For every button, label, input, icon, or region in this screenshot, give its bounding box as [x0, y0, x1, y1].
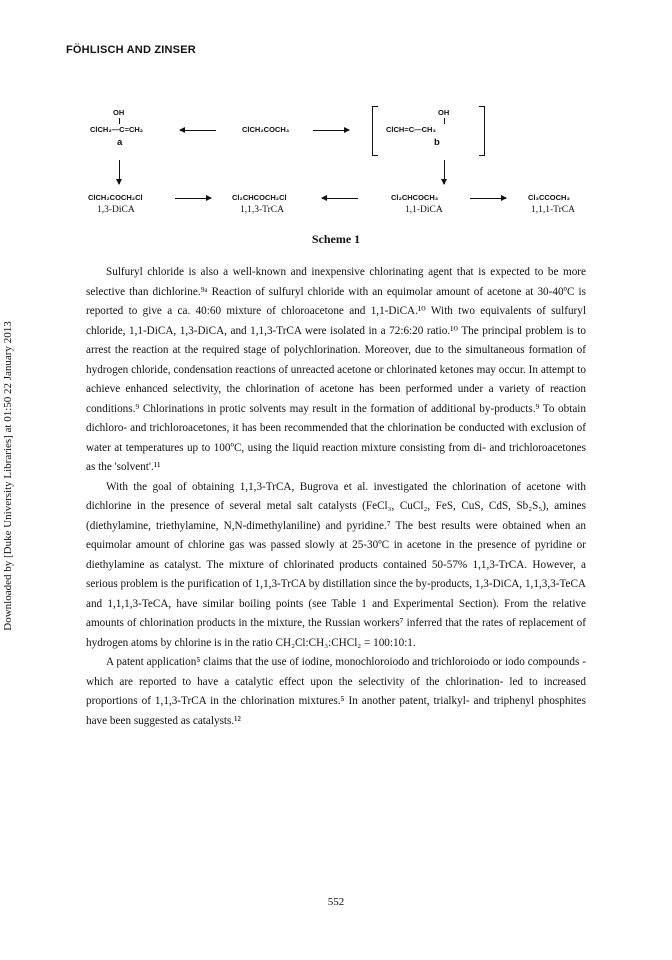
product-1-formula: ClCH₂COCH₂Cl: [88, 193, 143, 202]
reaction-scheme: [0, 0, 672, 260]
paragraph-3: A patent application⁵ claims that the use of iodine, monochloroiodo and trichloroiodo or iodo compounds -which are reported to have a catalytic effect upon the selectivity of the chlorination- led to increased proportions of 1,1,3-TrCA in the chlorination mixtures.⁵ In another patent, trialkyl- and triphenyl phosphites have been suggested as catalysts.¹²: [86, 656, 586, 727]
paragraph-2: With the goal of obtaining 1,1,3-TrCA, Bugrova et al. investigated the chlorination of acetone with dichlorine in the presence of several metal salt catalysts (FeCl₃, CuCl₂, FeS, CuS, CdS, Sb₂S₅), amines (diethylamine, triethylamine, N,N-dimethylaniline) and pyridine.⁷ The best results were obtained when an equimolar amount of chlorine gas was passed slowly at 25-30ºC in acetone in the presence of pyridine or diethylamine as catalyst. The mixture of chlorinated products contained 50-57% 1,1,3-TrCA. However, a serious problem is the purification of 1,1,3-TrCA by distillation since the by-products, 1,3-DiCA, 1,1,3,3-TeCA and 1,1,1,3-TeCA, have similar boiling points (see Table 1 and Experimental Section). From the relative amounts of chlorination products in the mixture, the Russian workers⁷ inferred that the rates of replacement of hydrogen atoms by chlorine is in the ratio CH₂Cl:CH₃:CHCl₂ = 100:10:1.: [86, 480, 586, 649]
arrow-p3-p4: [470, 198, 506, 199]
product-2-formula: Cl₂CHCOCH₂Cl: [232, 193, 287, 202]
product-2-caption: 1,1,3-TrCA: [240, 205, 284, 215]
chloroacetone-formula: ClCH₂COCH₃: [242, 125, 290, 134]
enol-b-bond: [444, 118, 445, 124]
product-1-caption: 1,3-DiCA: [97, 205, 135, 215]
enol-a-formula: ClCH₂—C=CH₂: [90, 125, 144, 134]
enol-b-label: b: [434, 137, 440, 148]
body-text: [86, 263, 586, 731]
arrow-to-enol-b: [313, 130, 349, 131]
enol-a-label: a: [117, 137, 123, 148]
running-header: FÖHLISCH AND ZINSER: [66, 44, 196, 56]
scheme-title: Scheme 1: [311, 232, 361, 246]
paragraph-1: Sulfuryl chloride is also a well-known and inexpensive chlorinating agent that is expected to be more selective than dichlorine.⁹ᵃ Reaction of sulfuryl chloride with an equimolar amount of acetone at 30-40ºC is reported to give a ca. 40:60 mixture of chloroacetone and 1,1-DiCA.¹⁰ With two equivalents of sulfuryl chloride, 1,1-DiCA, 1,3-DiCA, and 1,1,3-TrCA were isolated in a 72:6:20 ratio.¹⁰ The principal problem is to arrest the reaction at the required stage of polychlorination. Moreover, due to the simultaneous formation of hydrogen chloride, condensation reactions of unreacted acetone or chlorinated ketones may occur. In attempt to achieve enhanced selectivity, the chlorination of acetone has been performed under a variety of reaction conditions.⁹ Chlorinations in protic solvents may result in the formation of additional by-products.⁹ To obtain dichloro- and trichloroacetones, it has been recommended that the chlorination be conducted with exclusion of water at temperatures up to 100ºC, using the liquid reaction mixture consisting from di- and trichloroacetones as the 'solvent'.¹¹: [86, 266, 586, 473]
product-4-caption: 1,1,1-TrCA: [531, 205, 575, 215]
page-number: 552: [327, 896, 345, 908]
arrow-p1-p2: [175, 198, 211, 199]
arrow-p3-p2: [322, 198, 358, 199]
enol-b-formula: ClCH=C—CH₃: [386, 125, 436, 134]
product-3-formula: Cl₂CHCOCH₃: [391, 193, 439, 202]
product-3-caption: 1,1-DiCA: [405, 205, 443, 215]
enol-a-oh: OH: [113, 108, 125, 117]
arrow-to-enol-a: [180, 130, 216, 131]
left-bracket: [372, 106, 378, 156]
enol-a-bond: [119, 118, 120, 124]
right-bracket: [479, 106, 485, 156]
arrow-a-down: [119, 160, 120, 184]
arrow-b-down: [444, 160, 445, 184]
product-4-formula: Cl₃CCOCH₃: [528, 193, 570, 202]
enol-b-oh: OH: [438, 108, 450, 117]
download-note-text: Downloaded by [Duke University Libraries] at 01:50 22 January 2013: [2, 321, 14, 631]
